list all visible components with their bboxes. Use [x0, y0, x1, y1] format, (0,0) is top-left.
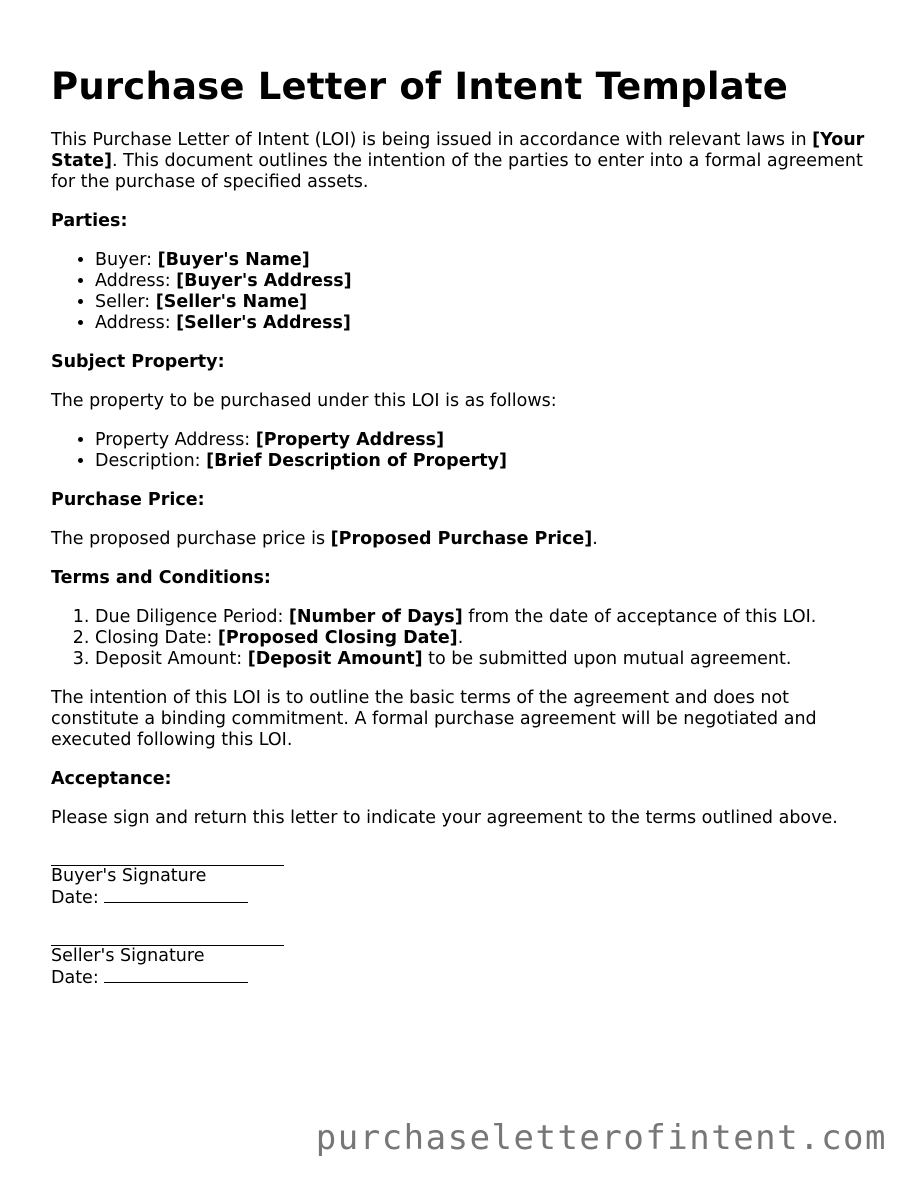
item-label: Address:	[95, 313, 177, 333]
item-value: [Deposit Amount]	[247, 649, 423, 669]
page-title: Purchase Letter of Intent Template	[51, 65, 789, 108]
list-item	[95, 649, 881, 670]
date-label: Date:	[51, 888, 105, 908]
state-placeholder: [Your State]	[51, 130, 865, 171]
price-text: The proposed purchase price is	[51, 529, 331, 549]
list-item	[95, 250, 881, 271]
item-label: Description:	[95, 451, 207, 471]
buyer-signature-label: Buyer's Signature	[51, 866, 207, 886]
buyer-date-line[interactable]	[104, 887, 248, 903]
buyer-signature-line[interactable]	[51, 847, 284, 866]
item-suffix: from the date of acceptance of this LOI.	[462, 607, 817, 627]
seller-signature-line[interactable]	[51, 927, 284, 946]
item-label: Address:	[95, 271, 177, 291]
list-item	[95, 607, 881, 628]
subject-text: The property to be purchased under this LOI is as follows:	[51, 391, 557, 411]
parties-list	[51, 250, 881, 334]
item-label: Seller:	[95, 292, 156, 312]
seller-date-line[interactable]	[104, 967, 248, 983]
item-suffix: to be submitted upon mutual agreement.	[422, 649, 792, 669]
intention-paragraph: The intention of this LOI is to outline the basic terms of the agreement and does not constitute a binding commitment. A formal purchase agreement will be negotiated and executed following this LOI.	[51, 688, 817, 750]
price-value: [Proposed Purchase Price]	[330, 529, 593, 549]
acceptance-text: Please sign and return this letter to indicate your agreement to the terms outlined above.	[51, 808, 838, 828]
seller-date-row	[51, 967, 881, 989]
item-label: Property Address:	[95, 430, 256, 450]
list-item	[95, 628, 881, 649]
item-suffix: .	[457, 628, 464, 648]
terms-list	[51, 607, 881, 670]
intro-paragraph	[51, 130, 881, 193]
buyer-date-row	[51, 887, 881, 909]
list-item	[95, 313, 881, 334]
subject-list	[51, 430, 881, 472]
item-value: [Seller's Name]	[155, 292, 308, 312]
terms-heading: Terms and Conditions:	[51, 568, 271, 588]
item-value: [Brief Description of Property]	[206, 451, 507, 471]
item-value: [Number of Days]	[288, 607, 463, 627]
item-value: [Seller's Address]	[176, 313, 351, 333]
price-paragraph	[51, 529, 881, 550]
price-heading: Purchase Price:	[51, 490, 205, 510]
item-value: [Proposed Closing Date]	[217, 628, 458, 648]
date-label: Date:	[51, 968, 105, 988]
price-text-end: .	[592, 529, 598, 549]
seller-signature-label: Seller's Signature	[51, 946, 205, 966]
list-item	[95, 271, 881, 292]
buyer-signature-block	[51, 847, 881, 909]
seller-signature-block	[51, 927, 881, 989]
parties-heading: Parties:	[51, 211, 128, 231]
list-item	[95, 292, 881, 313]
watermark: purchaseletterofintent.com	[315, 1118, 887, 1158]
item-label: Due Diligence Period:	[95, 607, 289, 627]
item-value: [Property Address]	[255, 430, 445, 450]
item-label: Deposit Amount:	[95, 649, 248, 669]
item-value: [Buyer's Address]	[176, 271, 352, 291]
intro-text-continued: . This document outlines the intention of the parties to enter into a formal agreement for the purchase of specified assets.	[51, 151, 863, 192]
list-item	[95, 451, 881, 472]
subject-heading: Subject Property:	[51, 352, 225, 372]
item-value: [Buyer's Name]	[157, 250, 310, 270]
list-item	[95, 430, 881, 451]
acceptance-heading: Acceptance:	[51, 769, 172, 789]
item-label: Closing Date:	[95, 628, 218, 648]
document	[51, 64, 881, 989]
intro-text: This Purchase Letter of Intent (LOI) is being issued in accordance with relevant laws in	[51, 130, 813, 150]
item-label: Buyer:	[95, 250, 158, 270]
